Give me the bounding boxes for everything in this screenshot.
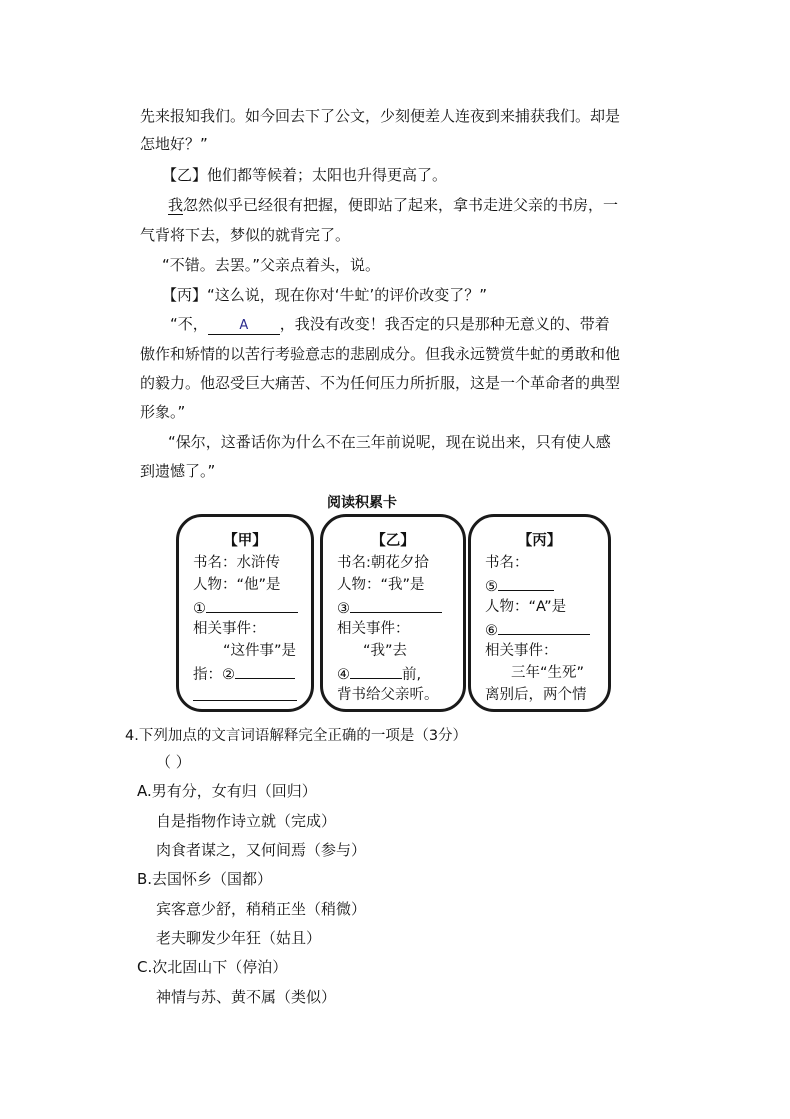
option-c-head: C.次北固山下（停泊） bbox=[137, 958, 288, 976]
card-bing-blank-6 bbox=[485, 619, 590, 641]
card-bing-head: 【丙】 bbox=[517, 533, 562, 549]
card-yi-mark-3: ③ bbox=[337, 601, 350, 617]
blank-2-continued bbox=[193, 685, 297, 701]
option-a-line-3: 肉食者谋之，又何间焉（参与） bbox=[156, 841, 367, 859]
card-jia bbox=[176, 514, 314, 712]
blank-2 bbox=[235, 663, 295, 679]
question-4-stem: 4.下列加点的文言词语解释完全正确的一项是（3分） bbox=[125, 728, 468, 744]
card-jia-book: 书名：水浒传 bbox=[193, 555, 280, 571]
card-bing bbox=[468, 514, 611, 712]
passage-line-4-text: 忽然似乎已经很有把握，便即站了起来，拿书走进父亲的书房，一 bbox=[183, 196, 619, 214]
card-yi-blank-4 bbox=[337, 663, 421, 685]
option-b-line-3: 老夫聊发少年狂（姑且） bbox=[156, 929, 322, 947]
passage-line-9: 傲作和矫情的以苦行考验意志的悲剧成分。但我永远赞赏牛虻的勇敢和他 bbox=[140, 345, 621, 363]
card-jia-ref-label: 指：② bbox=[193, 667, 235, 683]
passage-line-1: 先来报知我们。如今回去下了公文，少刻便差人连夜到来捕获我们。却是 bbox=[140, 107, 621, 125]
passage-line-7: 【丙】“这么说，现在你对‘牛虻’的评价改变了？” bbox=[162, 286, 488, 304]
card-bing-mark-6: ⑥ bbox=[485, 623, 498, 639]
card-yi bbox=[320, 514, 466, 712]
card-bing-event-label: 相关事件： bbox=[485, 643, 558, 659]
blank-a: A bbox=[208, 318, 280, 335]
card-jia-event-text: “这件事”是 bbox=[223, 643, 297, 659]
blank-1 bbox=[206, 597, 298, 613]
passage-line-4 bbox=[168, 195, 618, 215]
card-yi-event-text: “我”去 bbox=[363, 643, 408, 659]
option-a-head: A.男有分，女有归（回归） bbox=[137, 782, 317, 800]
card-bing-event-text-2: 离别后，两个情 bbox=[485, 687, 587, 703]
blank-4 bbox=[350, 663, 402, 679]
card-yi-event-label: 相关事件： bbox=[337, 621, 410, 637]
option-c-line-2: 神情与苏、黄不属（类似） bbox=[156, 988, 337, 1006]
card-jia-mark-1: ① bbox=[193, 601, 206, 617]
card-bing-mark-5: ⑤ bbox=[485, 579, 498, 595]
passage-line-3: 【乙】他们都等候着；太阳也升得更高了。 bbox=[162, 166, 448, 184]
card-yi-end: 背书给父亲听。 bbox=[337, 687, 439, 703]
option-b-line-2: 宾客意少舒，稍稍正坐（稍微） bbox=[156, 900, 367, 918]
passage-line-2: 怎地好？” bbox=[140, 135, 208, 153]
option-a-line-2: 自是指物作诗立就（完成） bbox=[156, 812, 337, 830]
cards-title: 阅读积累卡 bbox=[327, 495, 397, 511]
passage-line-8-before: “不， bbox=[170, 315, 208, 333]
card-bing-book: 书名： bbox=[485, 555, 529, 571]
card-yi-suffix: 前, bbox=[402, 667, 422, 683]
card-bing-blank-5 bbox=[485, 575, 554, 597]
blank-6 bbox=[498, 619, 590, 635]
passage-line-8-after: ，我没有改变！我否定的只是那种无意义的、带着 bbox=[279, 315, 610, 333]
passage-underlined-char: 我 bbox=[168, 196, 184, 214]
card-yi-book: 书名:朝花夕拾 bbox=[337, 555, 429, 571]
card-bing-event-text: 三年“生死” bbox=[511, 665, 585, 681]
card-jia-head: 【甲】 bbox=[223, 533, 267, 549]
passage-line-10: 的毅力。他忍受巨大痛苦、不为任何压力所折服，这是一个革命者的典型 bbox=[140, 374, 621, 392]
blank-3 bbox=[350, 597, 442, 613]
card-yi-head: 【乙】 bbox=[371, 533, 415, 549]
card-yi-blank-3 bbox=[337, 597, 442, 619]
passage-line-8 bbox=[170, 314, 610, 335]
answer-paren: （ ） bbox=[156, 753, 191, 771]
passage-line-5: 气背将下去，梦似的就背完了。 bbox=[140, 226, 351, 244]
card-jia-blank-2b bbox=[193, 685, 297, 707]
card-jia-person: 人物：“他”是 bbox=[193, 577, 281, 593]
card-yi-mark-4: ④ bbox=[337, 667, 350, 683]
card-bing-person: 人物：“A”是 bbox=[485, 599, 567, 615]
passage-line-6: “不错。去罢。”父亲点着头，说。 bbox=[162, 256, 381, 274]
passage-line-12: “保尔，这番话你为什么不在三年前说呢，现在说出来，只有使人感 bbox=[168, 433, 611, 451]
card-jia-event-label: 相关事件： bbox=[193, 621, 266, 637]
blank-5 bbox=[498, 575, 554, 591]
passage-line-11: 形象。” bbox=[140, 403, 186, 421]
card-jia-blank-1 bbox=[193, 597, 298, 619]
passage-line-13: 到遗憾了。” bbox=[140, 462, 216, 480]
card-jia-ref bbox=[193, 663, 295, 685]
option-b-head: B.去国怀乡（国都） bbox=[137, 870, 273, 888]
card-yi-person: 人物：“我”是 bbox=[337, 577, 425, 593]
